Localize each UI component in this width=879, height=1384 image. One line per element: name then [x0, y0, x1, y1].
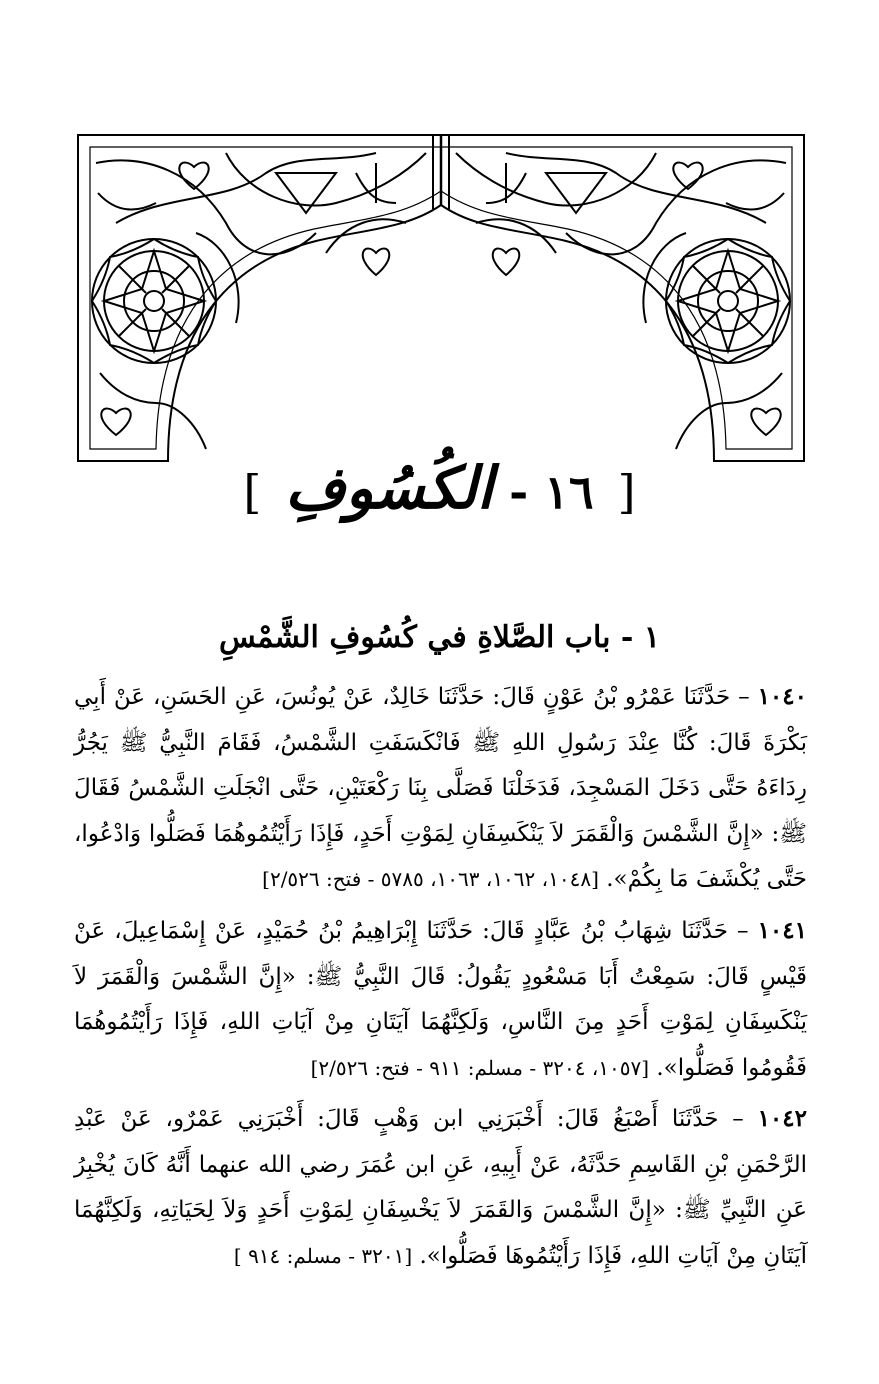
chapter-number: ١٦	[544, 465, 594, 519]
bracket-close: ]	[243, 465, 262, 519]
hadith-reference: [١٠٤٨، ١٠٦٢، ١٠٦٣، ٥٧٨٥ - فتح: ٢/٥٢٦]	[262, 867, 599, 892]
hadith-paragraph	[74, 674, 807, 903]
hadith-text: – حَدَّثَنَا عَمْرُو بْنُ عَوْنٍ قَالَ: حَدَّثَنَا خَالِدٌ، عَنْ يُونُسَ، عَنِ الحَسَنِ، عَنْ أَبِي بَكْرَةَ قَالَ: كُنَّا عِنْدَ رَسُولِ اللهِ ﷺ فَانْكَسَفَتِ الشَّمْسُ، فَقَامَ النَّبِيُّ ﷺ يَجُرُّ رِدَاءَهُ حَتَّى دَخَلَ المَسْجِدَ، فَدَخَلْنَا فَصَلَّى بِنَا رَكْعَتَيْنِ، حَتَّى انْجَلَتِ الشَّمْسُ فَقَالَ ﷺ: «إِنَّ الشَّمْسَ وَالْقَمَرَ لاَ يَنْكَسِفَانِ لِمَوْتِ أَحَدٍ، فَإِذَا رَأَيْتُمُوهُمَا فَصَلُّوا وَادْعُوا، حَتَّى يُكْشَفَ مَا بِكُمْ».	[74, 684, 807, 893]
section-heading: ١ - باب الصَّلاةِ في كُسُوفِ الشَّمْسِ	[219, 620, 660, 655]
hadith-paragraph	[74, 908, 807, 1091]
hadith-text: – حَدَّثَنَا أَصْبَغُ قَالَ: أَخْبَرَنِي ابن وَهْبٍ قَالَ: أَخْبَرَنِي عَمْرٌو، عَنْ عَبْدِ الرَّحْمَنِ بْنِ القَاسِمِ حَدَّثَهُ، عَنْ أَبِيهِ، عَنِ ابن عُمَرَ رضي الله عنهما أَنَّهُ كَانَ يُخْبِرُ عَنِ النَّبِيِّ ﷺ: «إِنَّ الشَّمْسَ وَالقَمَرَ لاَ يَخْسِفَانِ لِمَوْتِ أَحَدٍ وَلاَ لِحَيَاتِهِ، وَلَكِنَّهُمَا آيَتَانِ مِنْ آيَاتِ اللهِ، فَإِذَا رَأَيْتُمُوهَا فَصَلُّوا».	[74, 1106, 807, 1269]
chapter-title: الكُسُوفِ	[285, 454, 494, 522]
chapter-dash: -	[509, 465, 529, 519]
bracket-open: [	[617, 465, 636, 519]
arch-ornament	[76, 133, 806, 463]
hadith-number: ١٠٤١	[757, 917, 807, 944]
hadith-reference: [١٠٥٧، ٣٢٠٤ - مسلم: ٩١١ - فتح: ٢/٥٢٦]	[310, 1055, 650, 1080]
hadith-number: ١٠٤٢	[757, 1105, 807, 1132]
hadith-text: – حَدَّثَنَا شِهَابُ بْنُ عَبَّادٍ قَالَ: حَدَّثَنَا إِبْرَاهِيمُ بْنُ حُمَيْدٍ، عَنْ إِسْمَاعِيلَ، عَنْ قَيْسٍ قَالَ: سَمِعْتُ أَبَا مَسْعُودٍ يَقُولُ: قَالَ النَّبِيُّ ﷺ: «إِنَّ الشَّمْسَ وَالْقَمَرَ لاَ يَنْكَسِفَانِ لِمَوْتِ أَحَدٍ مِنَ النَّاسِ، وَلَكِنَّهُمَا آيَتَانِ مِنْ آيَاتِ اللهِ، فَإِذَا رَأَيْتُمُوهُمَا فَقُومُوا فَصَلُّوا».	[74, 918, 807, 1081]
hadith-paragraph	[74, 1096, 807, 1279]
chapter-heading	[0, 452, 879, 524]
hadith-reference: [٣٢٠١ - مسلم: ٩١٤ ]	[233, 1243, 413, 1268]
hadith-number: ١٠٤٠	[757, 683, 807, 710]
